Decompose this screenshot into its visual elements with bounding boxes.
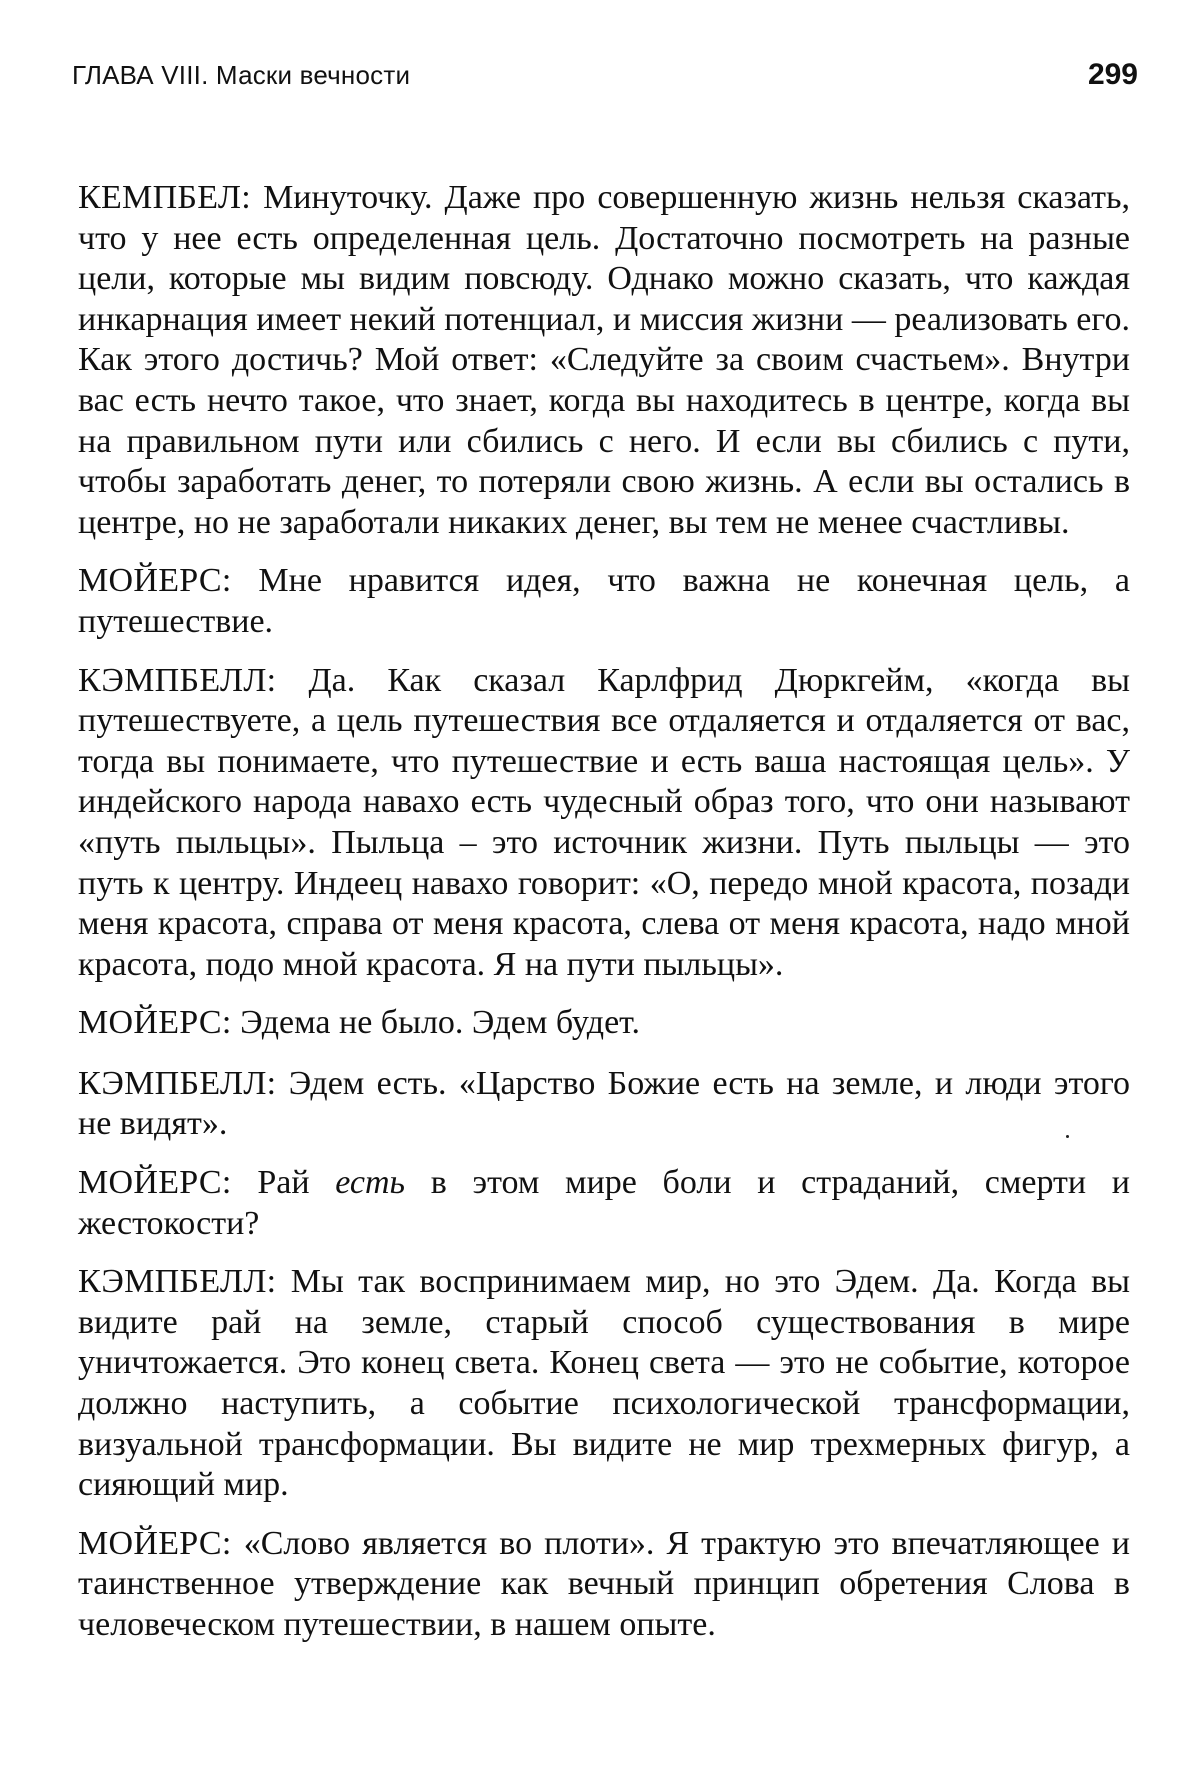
paragraph-text: Рай xyxy=(231,1164,336,1202)
dialogue-body xyxy=(78,178,1130,1646)
book-page xyxy=(72,58,1138,1664)
speaker-name: КЕМПБЕЛ: xyxy=(78,179,251,216)
scan-speck xyxy=(1066,1135,1069,1138)
paragraph-text: в этом мире боли и страданий, смерти и жестокости? xyxy=(78,1164,1130,1242)
emphasized-word: есть xyxy=(335,1164,406,1202)
running-header xyxy=(72,58,1138,92)
dialogue-paragraph xyxy=(78,561,1130,642)
speaker-name: МОЙЕРС: xyxy=(78,1004,232,1042)
paragraph-text: «Слово является во плоти». Я трактую это впечатляющее и таинственное утверждение как вечный принцип обретения Слова в человеческом путешествии, в нашем опыте. xyxy=(78,1524,1130,1643)
speaker-name: КЭМПБЕЛЛ: xyxy=(78,661,277,699)
dialogue-paragraph xyxy=(78,178,1130,543)
speaker-name: МОЙЕРС: xyxy=(78,1164,232,1202)
paragraph-text: Мне нравится идея, что важна не конечная цель, а путешествие. xyxy=(78,562,1130,640)
paragraph-text: Эдема не было. Эдем будет. xyxy=(231,1004,640,1042)
paragraph-text: Мы так воспринимаем мир, но это Эдем. Да. Когда вы видите рай на земле, старый способ существования в мире уничтожается. Это конец света. Конец света — это не событие, которое должно наступить, а событие психологической трансформации, визуальной трансформации. Вы видите не мир трехмерных фигур, а сияющий мир. xyxy=(78,1263,1130,1504)
dialogue-paragraph xyxy=(78,661,1130,986)
paragraph-text: Эдем есть. «Царство Божие есть на земле, и люди этого не видят». xyxy=(78,1064,1130,1143)
speaker-name: МОЙЕРС: xyxy=(78,562,232,600)
speaker-name: КЭМПБЕЛЛ: xyxy=(78,1263,277,1301)
speaker-name: КЭМПБЕЛЛ: xyxy=(78,1064,277,1102)
dialogue-paragraph xyxy=(78,1262,1130,1506)
dialogue-paragraph xyxy=(78,1163,1130,1244)
dialogue-paragraph xyxy=(78,1064,1130,1145)
paragraph-text: Да. Как сказал Карлфрид Дюркгейм, «когда вы путешествуете, а цель путешествия все отдаляется и отдаляется от вас, тогда вы понимаете, что путешествие и есть ваша настоящая цель». У индейского народа навахо есть чудесный образ того, что они называют «путь пыльцы». Пыльца – это источник жизни. Путь пыльцы — это путь к центру. Индеец навахо говорит: «О, передо мной красота, позади меня красота, справа от меня красота, слева от меня красота, надо мной красота, подо мной красота. Я на пути пыльцы». xyxy=(78,661,1130,983)
speaker-name: МОЙЕРС: xyxy=(78,1524,232,1562)
chapter-title: ГЛАВА VIII. Маски вечности xyxy=(72,60,411,90)
page-number: 299 xyxy=(1087,58,1138,91)
dialogue-paragraph xyxy=(78,1524,1130,1646)
paragraph-text: Минуточку. Даже про совершенную жизнь нельзя сказать, что у нее есть определенная цель. Достаточно посмотреть на разные цели, которые мы видим повсюду. Однако можно сказать, что каждая инкарнация имеет некий потенциал, и миссия жизни — реализовать его. Как этого достичь? Мой ответ: «Следуйте за своим счастьем». Внутри вас есть нечто такое, что знает, когда вы находитесь в центре, когда вы на правильном пути или сбились с него. И если вы сбились с пути, чтобы заработать денег, то потеряли свою жизнь. А если вы остались в центре, но не заработали никаких денег, вы тем не менее счастливы. xyxy=(78,179,1130,541)
dialogue-paragraph xyxy=(78,1003,1130,1044)
